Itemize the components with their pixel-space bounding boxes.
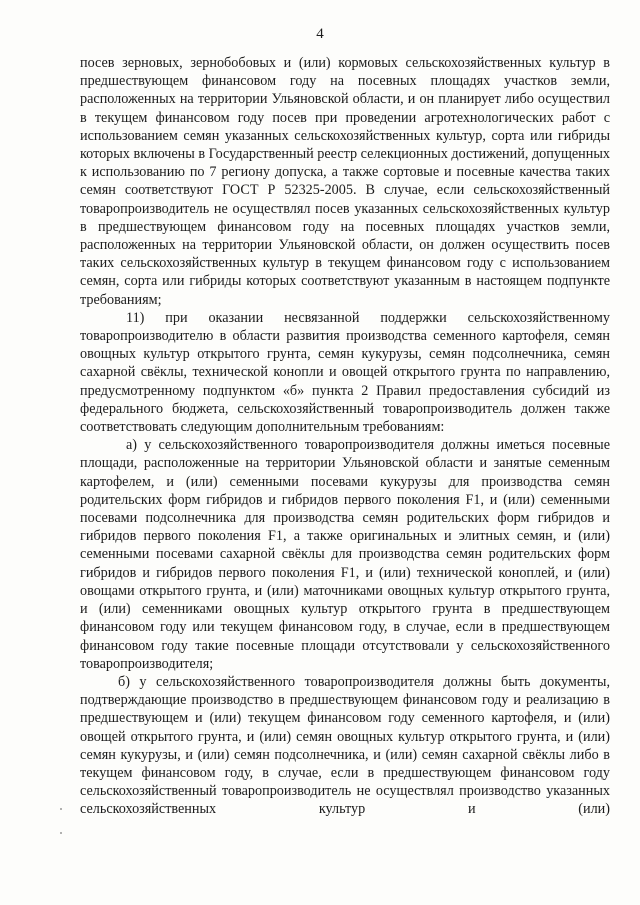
page-number: 4 <box>316 26 324 42</box>
scan-artifact <box>60 832 62 834</box>
paragraph-continuation: посев зерновых, зернобобовых и (или) кормовых сельскохозяйственных культур в предшествующем финансовом году на посевных площадях участков земли, расположенных на территории Ульяновской области, и он планирует либо осуществил в текущем финансовом году посев при проведении агротехнологических работ с использованием семян указанных сельскохозяйственных культур, сорта или гибриды которых включены в Государственный реестр селекционных достижений, допущенных к использованию по 7 региону допуска, а также сортовые и посевные качества таких семян соответствуют ГОСТ Р 52325-2005. В случае, если сельскохозяйственный товаропроизводитель не осуществлял посев указанных сельскохозяйственных культур в предшествующем финансовом году на посевных площадях участков земли, расположенных на территории Ульяновской области, он должен осуществить посев таких сельскохозяйственных культур в текущем финансовом году с использованием семян, сорта или гибриды которых соответствуют указанным в настоящем подпункте требованиям; <box>80 55 610 308</box>
paragraph-subitem-a: а) у сельскохозяйственного товаропроизводителя должны иметься посевные площади, расположенные на территории Ульяновской области и занятые семенным картофелем, и (или) семенными посевами кукурузы для производства семян родительских форм гибридов и гибридов первого поколения F1, и (или) семенными посевами подсолнечника для производства семян родительских форм гибридов и гибридов первого поколения F1, а также оригинальных и элитных семян, и (или) семенными посевами сахарной свёклы для производства семян родительских форм гибридов и гибридов первого поколения F1, и (или) технической коноплей, и (или) овощами открытого грунта, и (или) маточниками овощных культур открытого грунта, и (или) семенниками овощных культур открытого грунта в предшествующем финансовом году или текущем финансовом году, в случае, если в предшествующем финансовом году такие посевные площади отсутствовали у сельскохозяйственного товаропроизводителя; <box>80 437 610 672</box>
scan-artifact <box>60 808 62 810</box>
document-body <box>80 54 610 819</box>
paragraph-subitem-b: б) у сельскохозяйственного товаропроизводителя должны быть документы, подтверждающие производство в предшествующем финансовом году и реализацию в предшествующем и (или) текущем финансовом году семенного картофеля, и (или) овощей открытого грунта, и (или) семян овощных культур открытого грунта, и (или) семян кукурузы, и (или) семян подсолнечника, и (или) семян сахарной свёклы либо в текущем финансовом году, в случае, если в предшествующем финансовом году сельскохозяйственный товаропроизводитель не осуществлял производство указанных сельскохозяйственных культур и (или) <box>80 673 610 818</box>
paragraph-item-11: 11) при оказании несвязанной поддержки сельскохозяйственному товаропроизводителю в области развития производства семенного картофеля, семян овощных культур открытого грунта, семян кукурузы, семян подсолнечника, семян сахарной свёклы, технической конопли и овощей открытого грунта по направлению, предусмотренному подпунктом «б» пункта 2 Правил предоставления субсидий из федерального бюджета, сельскохозяйственный товаропроизводитель должен также соответствовать следующим дополнительным требованиям: <box>80 309 610 436</box>
